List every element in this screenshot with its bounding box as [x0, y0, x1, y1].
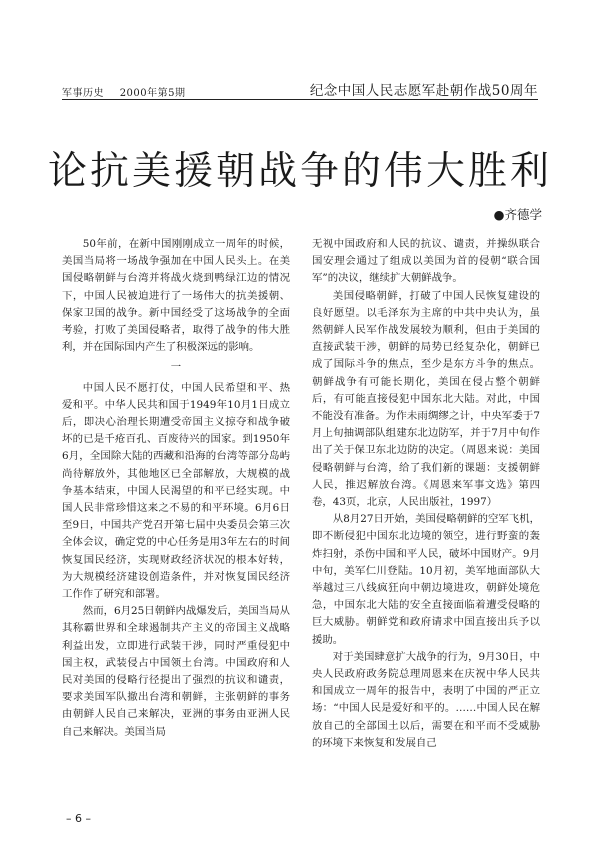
paragraph-continued: 无视中国政府和人民的抗议、谴责，并操纵联合国安理会通过了组成以美国为首的侵朝“联合国军”的决议，继续扩大朝鲜战争。 [312, 238, 540, 285]
right-text-column [312, 236, 540, 752]
running-header-theme: 纪念中国人民志愿军赴朝作战50周年 [309, 83, 538, 99]
paragraph: 从8月27日开始，美国侵略朝鲜的空军飞机，即不断侵犯中国东北边境的领空，进行野蛮的轰炸扫射，杀伤中国和平人民，破坏中国财产。9月中旬，美军仁川登陆。10月初，美军地面部队大举越过三八线疯狂向中朝边境进攻，朝鲜处境危急，中国东北大陆的安全直接面临着遭受侵略的巨大威胁。朝鲜党和政府请求中国直接出兵予以援助。 [312, 513, 540, 646]
paragraph: 对于美国肆意扩大战争的行为，9月30日，中央人民政府政务院总理周恩来在庆祝中华人民共和国成立一周年的报告中，表明了中国的严正立场：“中国人民是爱好和平的。……中国人民在解放自己的全部国土以后，需要在和平而不受威胁的环境下来恢复和发展自己 [312, 650, 540, 749]
issue-label: 2000年第5期 [119, 88, 186, 99]
section-number: 一 [170, 361, 182, 374]
running-header-journal [62, 84, 186, 99]
paragraph-intro: 50年前，在新中国刚刚成立一周年的时候，美国当局将一场战争强加在中国人民头上。在美国侵略朝鲜与台湾并将战火烧到鸭绿江边的情况下，中国人民被迫进行了一场伟大的抗美援朝、保家卫国的战争。新中国经受了这场战争的全面考验，打败了美国侵略者，取得了战争的伟大胜利，并在国际国内产生了积极深远的影响。 [62, 238, 290, 354]
header-divider [62, 99, 538, 100]
article-title: 论抗美援朝战争的伟大胜利 [47, 149, 552, 194]
article-author: ●齐德学 [493, 207, 542, 222]
left-text-column [62, 236, 290, 741]
paragraph: 中国人民不愿打仗，中国人民希望和平、热爱和平。中华人民共和国于1949年10月1日成立后，即决心治理长期遭受帝国主义掠夺和战争破坏的已是千疮百孔、百废待兴的国家。到1950年6月，全国除大陆的西藏和沿海的台湾等部分岛屿尚待解放外，其他地区已全部解放，大规模的战争基本结束，中国人民渴望的和平已经实现。中国人民非常珍惜这来之不易的和平环境。6月6日至9日，中国共产党召开第七届中央委员会第三次全体会议，确定党的中心任务是用3年左右的时间恢复国民经济，实现财政经济状况的根本好转，为大规模经济建设创造条件，并对恢复国民经济工作作了研究和部署。 [62, 381, 290, 601]
paragraph: 美国侵略朝鲜，打破了中国人民恢复建设的良好愿望。以毛泽东为主席的中共中央认为，虽然朝鲜人民军作战发展较为顺利，但由于美国的直接武装干涉，朝鲜的局势已经复杂化，朝鲜已成了国际斗争的焦点，至少是东方斗争的焦点。朝鲜战争有可能长期化，美国在侵占整个朝鲜后，有可能直接侵犯中国东北大陆。对此，中国不能没有准备。为作未雨绸缪之计，中央军委于7月上旬抽调部队组建东北边防军，并于7月中旬作出了关于保卫东北边防的决定。（周恩来说：美国侵略朝鲜与台湾，给了我们新的课题：支援朝鲜人民，推迟解放台湾。《周恩来军事文选》第四卷，43页，北京，人民出版社，1997） [312, 289, 540, 509]
journal-name: 军事历史 [62, 88, 104, 99]
paragraph: 然而，6月25日朝鲜内战爆发后，美国当局从其称霸世界和全球遏制共产主义的帝国主义战略利益出发，立即进行武装干涉，同时严重侵犯中国主权，武装侵占中国领土台湾。中国政府和人民对美国的侵略行径提出了强烈的抗议和谴责，要求美国军队撤出台湾和朝鲜，主张朝鲜的事务由朝鲜人民自己来解决，亚洲的事务由亚洲人民自己来解决。美国当局 [62, 605, 290, 738]
page-number: – 6 – [66, 812, 91, 825]
